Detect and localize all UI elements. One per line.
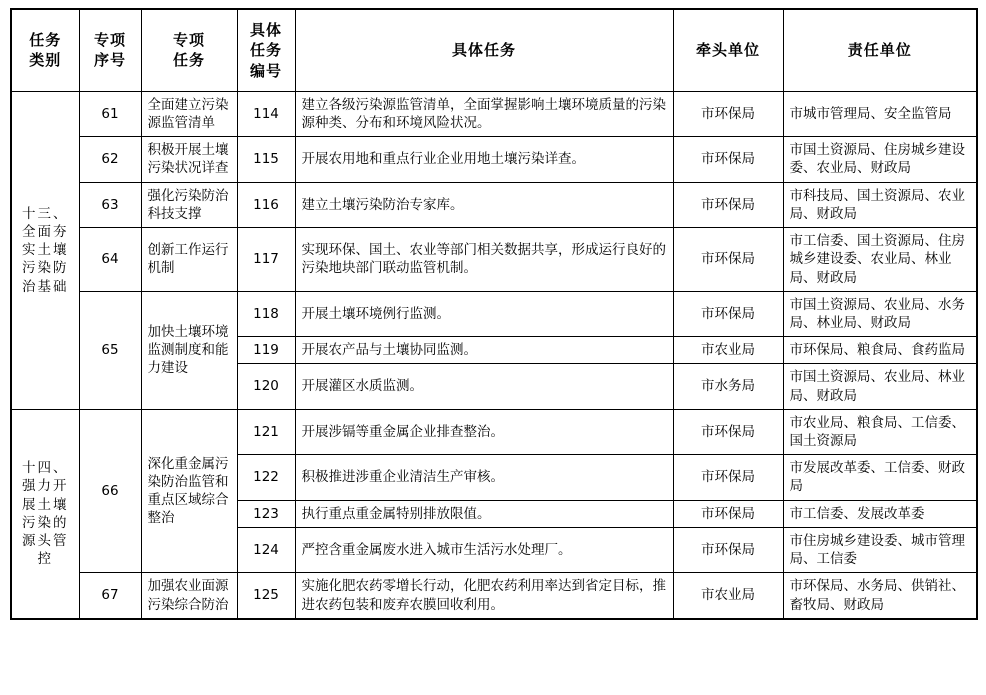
header-resp-unit: 责任单位 (783, 9, 977, 91)
resp-unit-cell: 市环保局、水务局、供销社、畜牧局、财政局 (783, 573, 977, 619)
task-detail-cell: 开展农产品与土壤协同监测。 (295, 337, 673, 364)
header-category: 任务 类别 (11, 9, 79, 91)
resp-unit-cell: 市城市管理局、安全监管局 (783, 91, 977, 136)
lead-unit-cell: 市环保局 (673, 182, 783, 227)
task-no-cell: 124 (237, 527, 295, 572)
task-detail-cell: 建立土壤污染防治专家库。 (295, 182, 673, 227)
lead-unit-cell: 市农业局 (673, 573, 783, 619)
category-cell: 十四、强力开展土壤污染的源头管控 (11, 409, 79, 618)
special-task-cell: 创新工作运行机制 (141, 228, 237, 292)
task-no-cell: 120 (237, 364, 295, 409)
table-row (11, 91, 977, 136)
resp-unit-cell: 市工信委、国土资源局、住房城乡建设委、农业局、林业局、财政局 (783, 228, 977, 292)
special-no-cell: 63 (79, 182, 141, 227)
task-no-cell: 117 (237, 228, 295, 292)
header-task-no: 具体 任务 编号 (237, 9, 295, 91)
header-special-no: 专项 序号 (79, 9, 141, 91)
lead-unit-cell: 市环保局 (673, 455, 783, 500)
task-detail-cell: 建立各级污染源监管清单，全面掌握影响土壤环境质量的污染源种类、分布和环境风险状况。 (295, 91, 673, 136)
task-no-cell: 123 (237, 500, 295, 527)
task-detail-cell: 严控含重金属废水进入城市生活污水处理厂。 (295, 527, 673, 572)
resp-unit-cell: 市国土资源局、农业局、林业局、财政局 (783, 364, 977, 409)
special-no-cell: 65 (79, 291, 141, 409)
lead-unit-cell: 市环保局 (673, 91, 783, 136)
table-header-row (11, 9, 977, 91)
resp-unit-cell: 市国土资源局、农业局、水务局、林业局、财政局 (783, 291, 977, 336)
task-detail-cell: 开展灌区水质监测。 (295, 364, 673, 409)
lead-unit-cell: 市环保局 (673, 409, 783, 454)
special-task-cell: 深化重金属污染防治监管和重点区域综合整治 (141, 409, 237, 573)
lead-unit-cell: 市环保局 (673, 500, 783, 527)
task-no-cell: 115 (237, 137, 295, 182)
table-row (11, 137, 977, 182)
special-task-cell: 加快土壤环境监测制度和能力建设 (141, 291, 237, 409)
table-row (11, 228, 977, 292)
special-no-cell: 62 (79, 137, 141, 182)
task-no-cell: 116 (237, 182, 295, 227)
task-no-cell: 119 (237, 337, 295, 364)
task-detail-cell: 开展土壤环境例行监测。 (295, 291, 673, 336)
special-task-cell: 加强农业面源污染综合防治 (141, 573, 237, 619)
resp-unit-cell: 市工信委、发展改革委 (783, 500, 977, 527)
lead-unit-cell: 市环保局 (673, 228, 783, 292)
header-lead-unit: 牵头单位 (673, 9, 783, 91)
lead-unit-cell: 市环保局 (673, 291, 783, 336)
lead-unit-cell: 市环保局 (673, 527, 783, 572)
table-row (11, 291, 977, 336)
task-no-cell: 125 (237, 573, 295, 619)
task-detail-cell: 开展涉镉等重金属企业排查整治。 (295, 409, 673, 454)
task-detail-cell: 实施化肥农药零增长行动，化肥农药利用率达到省定目标，推进农药包装和废弃农膜回收利用。 (295, 573, 673, 619)
lead-unit-cell: 市农业局 (673, 337, 783, 364)
task-detail-cell: 开展农用地和重点行业企业用地土壤污染详查。 (295, 137, 673, 182)
special-task-cell: 积极开展土壤污染状况详查 (141, 137, 237, 182)
special-no-cell: 64 (79, 228, 141, 292)
header-task-detail: 具体任务 (295, 9, 673, 91)
task-no-cell: 118 (237, 291, 295, 336)
category-cell: 十三、全面夯实土壤污染防治基础 (11, 91, 79, 409)
resp-unit-cell: 市农业局、粮食局、工信委、国土资源局 (783, 409, 977, 454)
resp-unit-cell: 市发展改革委、工信委、财政局 (783, 455, 977, 500)
table-row (11, 573, 977, 619)
task-no-cell: 122 (237, 455, 295, 500)
task-detail-cell: 积极推进涉重企业清洁生产审核。 (295, 455, 673, 500)
header-special-task: 专项 任务 (141, 9, 237, 91)
special-task-cell: 强化污染防治科技支撑 (141, 182, 237, 227)
task-no-cell: 114 (237, 91, 295, 136)
special-no-cell: 66 (79, 409, 141, 573)
special-task-cell: 全面建立污染源监管清单 (141, 91, 237, 136)
lead-unit-cell: 市环保局 (673, 137, 783, 182)
lead-unit-cell: 市水务局 (673, 364, 783, 409)
resp-unit-cell: 市住房城乡建设委、城市管理局、工信委 (783, 527, 977, 572)
resp-unit-cell: 市环保局、粮食局、食药监局 (783, 337, 977, 364)
special-no-cell: 67 (79, 573, 141, 619)
resp-unit-cell: 市科技局、国土资源局、农业局、财政局 (783, 182, 977, 227)
task-no-cell: 121 (237, 409, 295, 454)
resp-unit-cell: 市国土资源局、住房城乡建设委、农业局、财政局 (783, 137, 977, 182)
task-detail-cell: 实现环保、国土、农业等部门相关数据共享，形成运行良好的污染地块部门联动监管机制。 (295, 228, 673, 292)
special-no-cell: 61 (79, 91, 141, 136)
task-table (10, 8, 978, 620)
table-row (11, 182, 977, 227)
task-detail-cell: 执行重点重金属特别排放限值。 (295, 500, 673, 527)
table-row (11, 409, 977, 454)
